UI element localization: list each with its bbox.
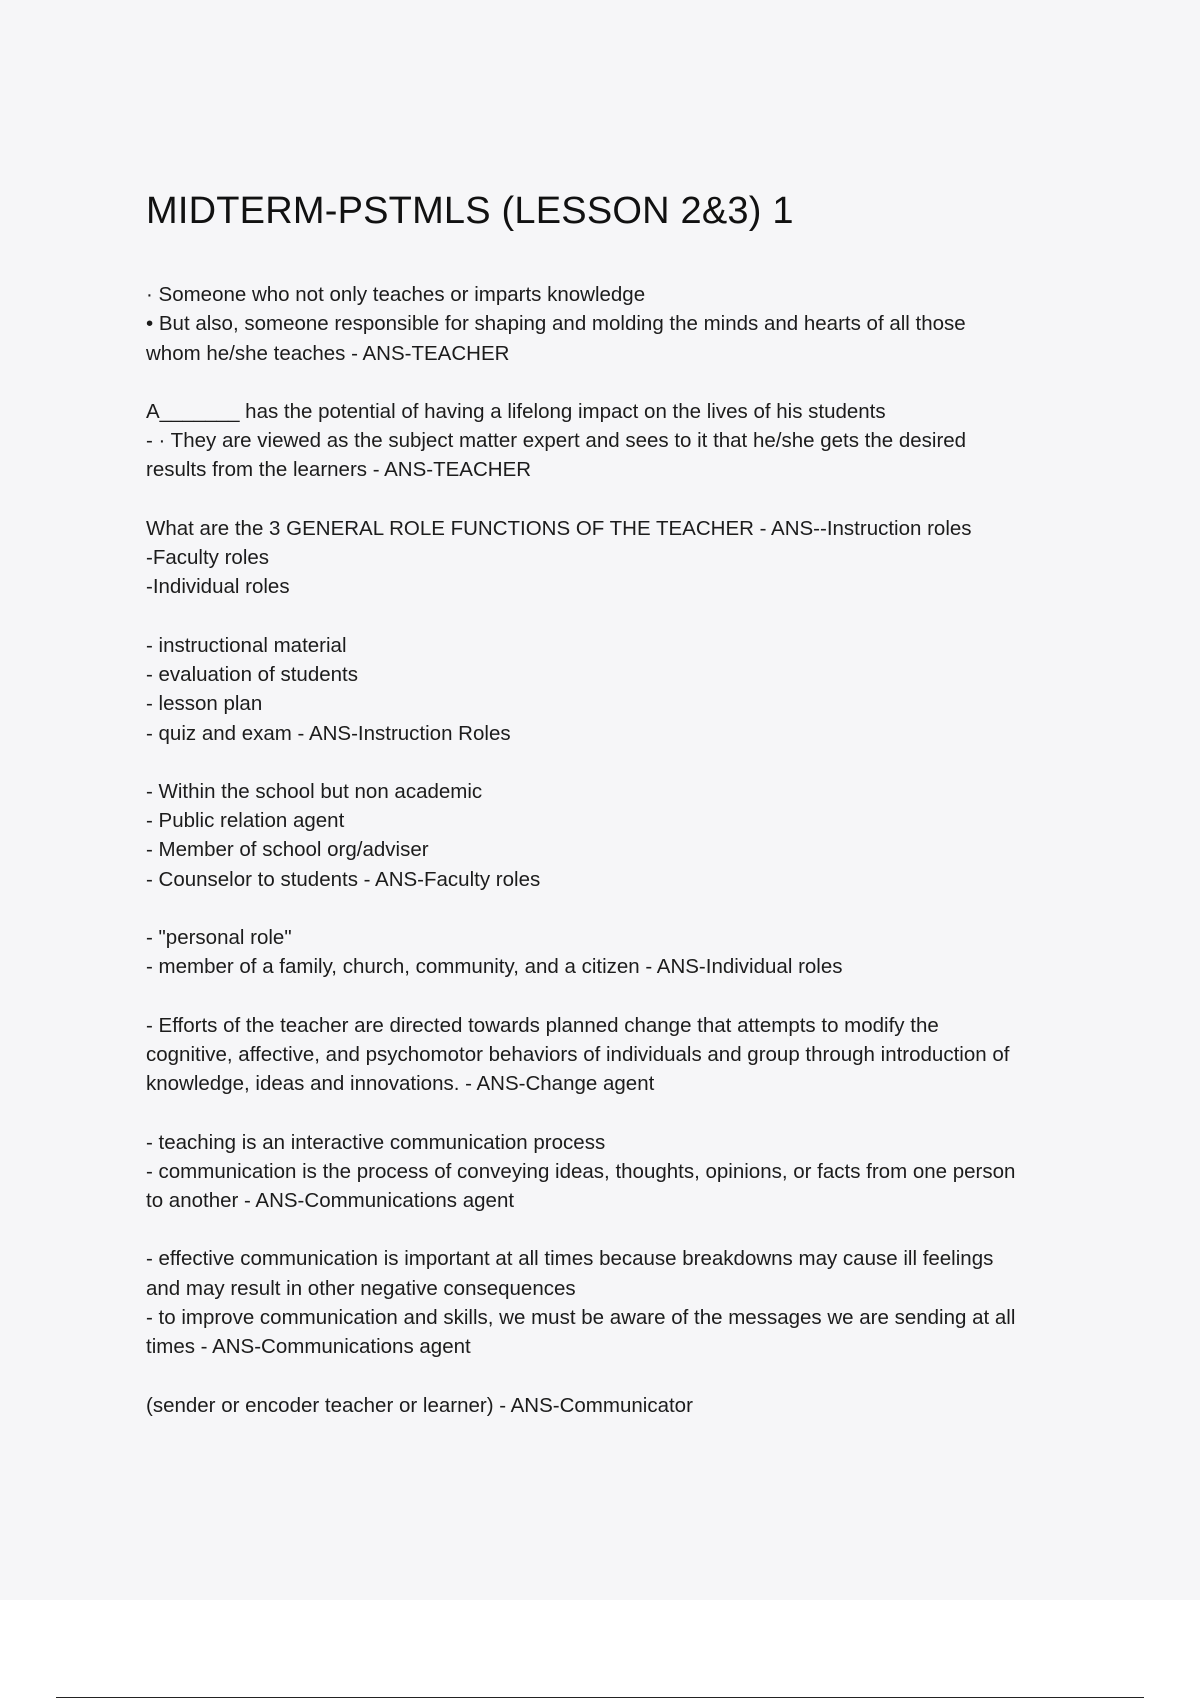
text-line: - quiz and exam - ANS-Instruction Roles	[146, 721, 511, 745]
qa-blocks	[146, 280, 1106, 1420]
text-line: - Within the school but non academic	[146, 779, 483, 803]
text-line: - effective communication is important at all times because breakdowns may cause ill feelings	[146, 1247, 994, 1271]
qa-block	[146, 1391, 1106, 1420]
text-line: - Member of school org/adviser	[146, 838, 429, 862]
text-line: whom he/she teaches - ANS-TEACHER	[146, 341, 510, 365]
text-line: results from the learners - ANS-TEACHER	[146, 458, 532, 482]
text-line: - communication is the process of conveying ideas, thoughts, opinions, or facts from one person	[146, 1159, 1016, 1183]
text-line: • But also, someone responsible for shaping and molding the minds and hearts of all those	[146, 312, 966, 336]
text-line: - teaching is an interactive communication process	[146, 1130, 606, 1154]
text-line: to another - ANS-Communications agent	[146, 1189, 515, 1213]
qa-block	[146, 1244, 1106, 1361]
text-line: - lesson plan	[146, 692, 263, 716]
text-line: - instructional material	[146, 633, 347, 657]
text-line: -Individual roles	[146, 575, 290, 599]
qa-block	[146, 280, 1106, 368]
text-line: times - ANS-Communications agent	[146, 1335, 471, 1359]
text-line: - to improve communication and skills, we must be aware of the messages we are sending at all	[146, 1306, 1016, 1330]
text-line: - evaluation of students	[146, 662, 358, 686]
text-line: A_______ has the potential of having a lifelong impact on the lives of his students	[146, 399, 886, 423]
document-content	[146, 186, 1106, 1449]
text-line: - Counselor to students - ANS-Faculty roles	[146, 867, 541, 891]
qa-block	[146, 777, 1106, 894]
qa-block	[146, 923, 1106, 982]
qa-block	[146, 514, 1106, 602]
text-line: - Efforts of the teacher are directed towards planned change that attempts to modify the	[146, 1013, 939, 1037]
page-divider	[56, 1697, 1144, 1698]
text-line: knowledge, ideas and innovations. - ANS-Change agent	[146, 1072, 655, 1096]
text-line: What are the 3 GENERAL ROLE FUNCTIONS OF THE TEACHER - ANS--Instruction roles	[146, 516, 972, 540]
text-line: - "personal role"	[146, 926, 292, 950]
text-line: - Public relation agent	[146, 809, 345, 833]
text-line: - member of a family, church, community, and a citizen - ANS-Individual roles	[146, 955, 843, 979]
qa-block	[146, 631, 1106, 748]
qa-block	[146, 1011, 1106, 1099]
qa-block	[146, 1128, 1106, 1216]
text-line: and may result in other negative consequences	[146, 1276, 576, 1300]
text-line: - · They are viewed as the subject matter expert and sees to it that he/she gets the desired	[146, 429, 967, 453]
text-line: cognitive, affective, and psychomotor behaviors of individuals and group through introduction of	[146, 1042, 1010, 1066]
text-line: -Faculty roles	[146, 546, 270, 570]
document-title: MIDTERM-PSTMLS (LESSON 2&3) 1	[146, 190, 794, 232]
text-line: (sender or encoder teacher or learner) - ANS-Communicator	[146, 1393, 693, 1417]
text-line: · Someone who not only teaches or imparts knowledge	[146, 283, 646, 306]
qa-block	[146, 397, 1106, 485]
